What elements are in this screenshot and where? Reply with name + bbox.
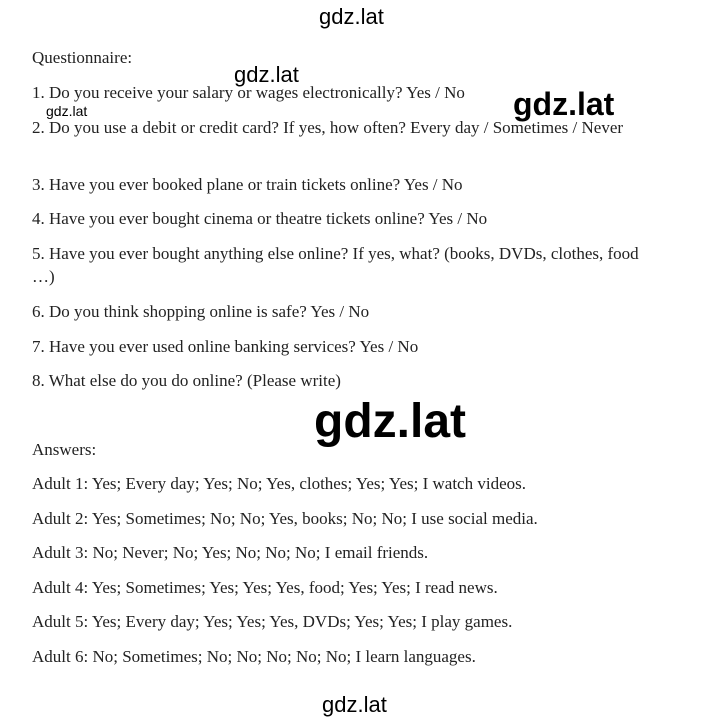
question-8: 8. What else do you do online? (Please write) (32, 371, 341, 390)
watermark: gdz.lat (513, 86, 615, 122)
answer-row: Adult 6: No; Sometimes; No; No; No; No; No; I learn languages. (32, 647, 476, 666)
question-1: 1. Do you receive your salary or wages electronically? Yes / No (32, 83, 465, 102)
answer-row: Adult 3: No; Never; No; Yes; No; No; No; I email friends. (32, 543, 429, 562)
answer-row: Adult 1: Yes; Every day; Yes; No; Yes, clothes; Yes; Yes; I watch videos. (32, 474, 526, 493)
watermark: gdz.lat (319, 4, 384, 29)
watermark: gdz.lat (322, 692, 387, 717)
question-2: 2. Do you use a debit or credit card? If yes, how often? Every day / Sometimes / Never (32, 118, 624, 137)
answers-heading: Answers: (32, 440, 97, 459)
watermark: gdz.lat (314, 395, 466, 448)
question-5: 5. Have you ever bought anything else online? If yes, what? (books, DVDs, clothes, food …) (32, 244, 639, 286)
watermark: gdz.lat (46, 103, 88, 119)
question-3: 3. Have you ever booked plane or train tickets online? Yes / No (32, 175, 463, 194)
watermark: gdz.lat (234, 62, 299, 87)
answer-row: Adult 5: Yes; Every day; Yes; Yes; Yes, DVDs; Yes; Yes; I play games. (32, 612, 513, 631)
answer-row: Adult 2: Yes; Sometimes; No; No; Yes, books; No; No; I use social media. (32, 509, 538, 528)
question-4: 4. Have you ever bought cinema or theatre tickets online? Yes / No (32, 209, 488, 228)
question-7: 7. Have you ever used online banking services? Yes / No (32, 337, 419, 356)
question-6: 6. Do you think shopping online is safe? Yes / No (32, 302, 370, 321)
answer-row: Adult 4: Yes; Sometimes; Yes; Yes; Yes, food; Yes; Yes; I read news. (32, 578, 498, 597)
questionnaire-heading: Questionnaire: (32, 48, 133, 67)
